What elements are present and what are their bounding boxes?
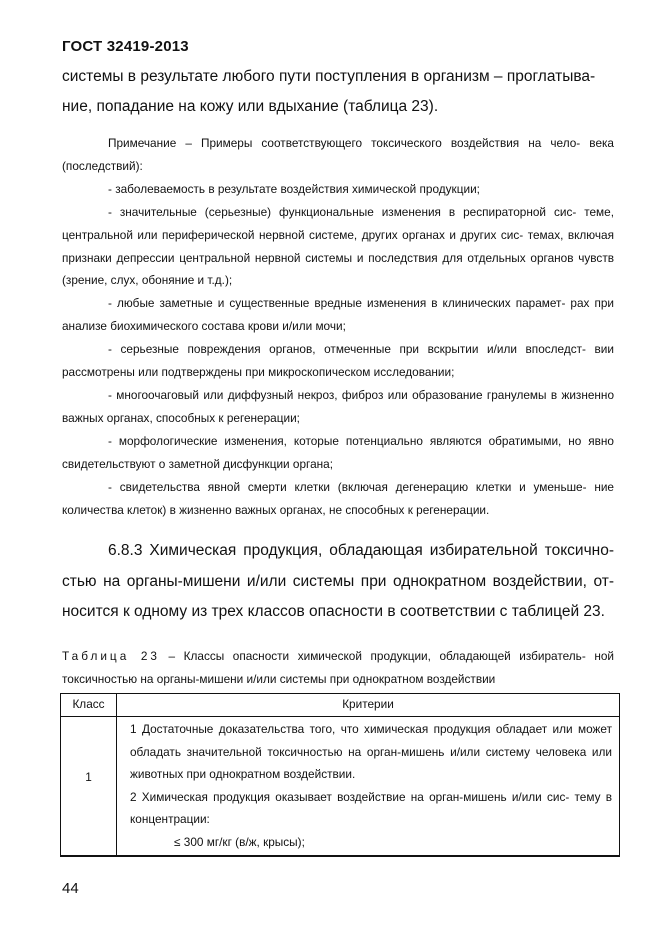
class-cell: 1 xyxy=(85,770,92,784)
column-divider xyxy=(116,694,117,855)
note-item: - свидетельства явной смерти клетки (включая дегенерацию клетки и уменьше- ние количества клеток) в жизненно важных органах, не способных к регенерации. xyxy=(62,479,614,517)
column-header-criteria: Критерии xyxy=(342,697,394,711)
section-paragraph xyxy=(62,536,614,628)
note-item: - любые заметные и существенные вредные изменения в клинических парамет- рах при анализе биохимического состава крови и/или мочи; xyxy=(62,296,614,334)
note-intro: Примечание – Примеры соответствующего токсического воздействия на чело- века (последствий): xyxy=(62,136,614,173)
document-header: ГОСТ 32419-2013 xyxy=(62,38,189,55)
note-item: - многоочаговый или диффузный некроз, фиброз или образование гранулемы в жизненно важных органах, способных к регенерации; xyxy=(62,387,614,425)
note-item: - значительные (серьезные) функциональные изменения в респираторной сис- теме, центральной или периферической нервной системе, других органах и других сис- темах, включая признаки депрессии центральной нервной системы и последствия для отдельных органов чувств (зрение, слух, обоняние и т.д.); xyxy=(62,204,614,288)
note-item: - заболеваемость в результате воздействия химической продукции; xyxy=(108,181,480,196)
table-caption xyxy=(62,645,614,690)
criterion-2: 2 Химическая продукция оказывает воздействие на орган-мишень и/или сис- тему в концентрации: xyxy=(130,789,612,826)
criterion-1: 1 Достаточные доказательства того, что химическая продукция обладает или может обладать значительной токсичностью на орган-мишень и/или систему человека или животных при однократном воздействии. xyxy=(130,722,612,781)
column-header-class: Класс xyxy=(72,697,105,711)
lead-paragraph-line-2: ние, попадание на кожу или вдыхание (таблица 23). xyxy=(62,98,439,115)
note-item: - серьезные повреждения органов, отмеченные при вскрытии и/или впоследст- вии рассмотрены или подтверждены при микроскопическом исследовании; xyxy=(62,342,614,380)
table-caption-text: – Классы опасности химической продукции, обладающей избиратель- ной токсичностью на органы-мишени и/или системы при однократном воздействии xyxy=(62,649,614,686)
section-text: 6.8.3 Химическая продукция, обладающая избирательной токсично- стью на органы-мишени и/или системы при однократном воздействии, от- носится к одному из трех классов опасности в соответствии с таблицей 23. xyxy=(62,542,614,620)
table-caption-label: Таблица 23 xyxy=(62,649,160,663)
criterion-dose: ≤ 300 мг/кг (в/ж, крысы); xyxy=(174,834,305,849)
table-bottom-rule xyxy=(60,855,620,857)
criteria-cell xyxy=(130,718,612,853)
note-block xyxy=(62,132,614,521)
lead-paragraph-line-1: системы в результате любого пути поступления в организм – проглатыва- xyxy=(62,68,596,85)
hazard-class-table xyxy=(60,693,620,856)
page-number: 44 xyxy=(62,880,79,897)
note-item: - морфологические изменения, которые потенциально являются обратимыми, но явно свидетельствуют о заметной дисфункции органа; xyxy=(62,433,614,471)
